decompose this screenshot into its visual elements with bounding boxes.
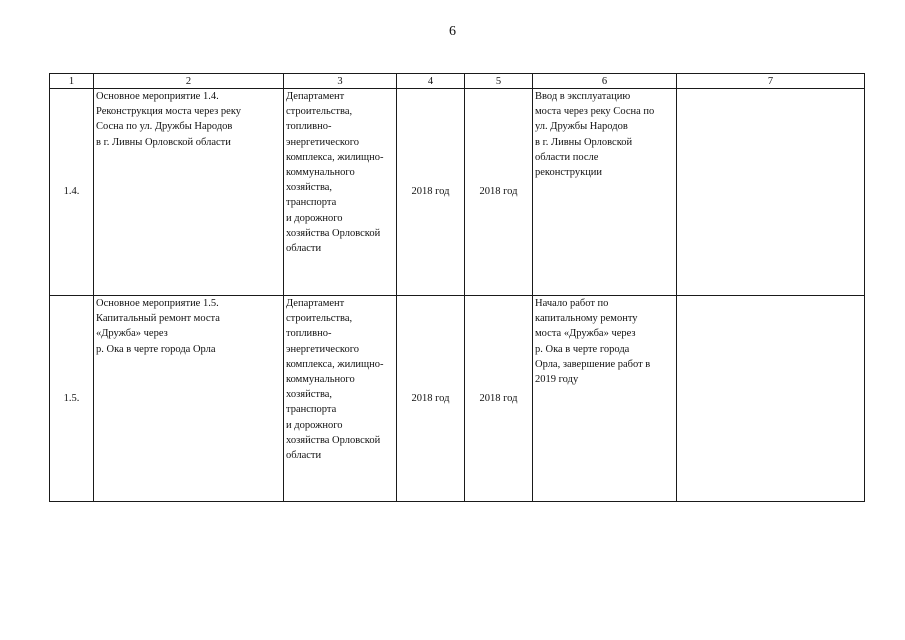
- executor-cell: [284, 89, 397, 296]
- row-number: 1.4.: [50, 89, 94, 296]
- executor-text: Департамент строительства, топливно- энергетического комплекса, жилищно- коммунального хозяйства, транспорта и дорожного хозяйства Орловской области: [286, 91, 384, 255]
- header-col-2: 2: [94, 74, 284, 89]
- activity-text: Основное мероприятие 1.5. Капитальный ремонт моста «Дружба» через р. Ока в черте города Орла: [96, 298, 220, 355]
- measures-table: [49, 73, 865, 502]
- header-col-7: 7: [677, 74, 865, 89]
- table-row: [50, 296, 865, 502]
- header-col-6: 6: [533, 74, 677, 89]
- end-year-cell: 2018 год: [465, 89, 533, 296]
- header-col-3: 3: [284, 74, 397, 89]
- executor-cell: [284, 296, 397, 502]
- activity-cell: [94, 89, 284, 296]
- executor-text: Департамент строительства, топливно- энергетического комплекса, жилищно- коммунального хозяйства, транспорта и дорожного хозяйства Орловской области: [286, 298, 384, 462]
- activity-text: Основное мероприятие 1.4. Реконструкция моста через реку Сосна по ул. Дружбы Народов в г. Ливны Орловской области: [96, 91, 242, 148]
- end-year-cell: 2018 год: [465, 296, 533, 502]
- header-col-5: 5: [465, 74, 533, 89]
- result-text: Ввод в эксплуатацию моста через реку Сосна по ул. Дружбы Народов в г. Ливны Орловской области после реконструкции: [535, 91, 655, 179]
- table-row: [50, 89, 865, 296]
- header-col-1: 1: [50, 74, 94, 89]
- result-cell: [533, 296, 677, 502]
- col7-cell: [677, 296, 865, 502]
- col7-cell: [677, 89, 865, 296]
- activity-cell: [94, 296, 284, 502]
- header-row: [50, 74, 865, 89]
- row-number: 1.5.: [50, 296, 94, 502]
- result-text: Начало работ по капитальному ремонту моста «Дружба» через р. Ока в черте города Орла, завершение работ в 2019 году: [535, 298, 651, 386]
- page-number: 6: [449, 24, 456, 39]
- start-year-cell: 2018 год: [397, 296, 465, 502]
- result-cell: [533, 89, 677, 296]
- start-year-cell: 2018 год: [397, 89, 465, 296]
- header-col-4: 4: [397, 74, 465, 89]
